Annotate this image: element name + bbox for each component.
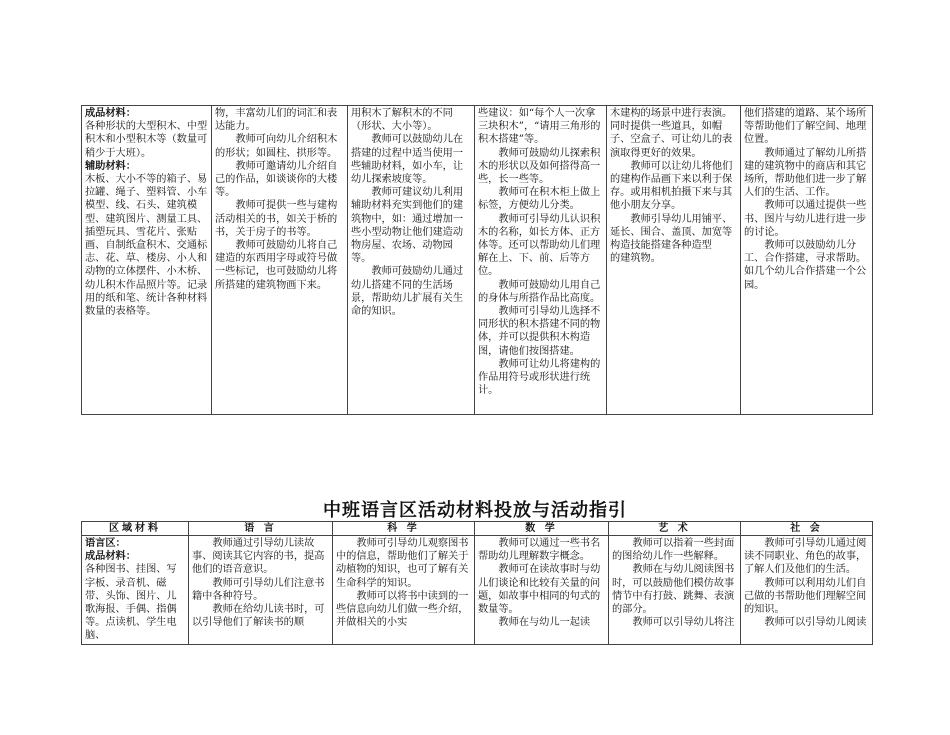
cell-text: 教师可以将书中读到的一些信息向幼儿们做一些介绍，并做相关的小实 xyxy=(336,590,469,629)
art-cell xyxy=(607,106,741,415)
science-cell xyxy=(333,536,475,645)
column-header: 艺 术 xyxy=(609,522,741,536)
cell-text: 教师通过引导幼儿读故事、阅读其它内容的书，提高他们的语音意识。 xyxy=(192,538,325,576)
materials-cell xyxy=(82,106,212,415)
cell-text: 教师可引导幼儿通过阅读不同职业、角色的故事，了解人们及他们的生活。 xyxy=(744,538,867,576)
science-cell xyxy=(348,106,475,415)
section-heading: 辅助材料： xyxy=(85,159,136,172)
cell-text: 教师可以指着一些封面的图给幼儿作一些解释。 xyxy=(612,538,735,563)
cell-text: 教师可鼓励幼儿探索积木的形状以及如何搭得高一些，长一些等。 xyxy=(478,147,601,186)
cell-text: 木板、大小不等的箱子、易拉罐、绳子、塑料管、小车模型、线、石头、建筑模型、建筑图片、测量工具、插塑玩具、雪花片、张贴画、自制纸盒积木、交通标志、花、草、楼房、小人和动物的立体摆件、小木桥、幼儿积木作品照片等。记录用的纸和笔、统计各种材料数量的表格等。 xyxy=(85,174,208,318)
cell-text: 些建议：如“每个人一次拿三块积木”，“请用三角形的积木搭建”等。 xyxy=(478,108,601,146)
cell-text: 教师引导幼儿用铺平、延长、围合、盖顶、加宽等构造技能搭建各种造型 xyxy=(610,213,733,252)
cell-text: 教师可引导幼儿选择不同形状的积木搭建不同的物体，并可以提供积木构造图，请他们按图搭建。 xyxy=(478,306,601,357)
cell-text: 教师可邀请幼儿介绍自己的作品，如谈谈你的大楼等。 xyxy=(215,160,338,199)
social-cell xyxy=(741,536,873,645)
cell-text: 教师可以引导幼儿将注 xyxy=(632,617,735,629)
cell-text: 教师可鼓励幼儿将自己建造的东西用字母或符号做一些标记，也可鼓励幼儿将所搭建的建筑物画下来。 xyxy=(215,240,338,291)
language-area-table xyxy=(81,521,873,645)
cell-text: 各种形状的大型积木、中型积木和小型积木等（数量可稍少于大班）。 xyxy=(85,121,208,159)
cell-text: 他们搭建的道路、某个场所等帮助他们了解空间、地理位置。 xyxy=(744,108,867,146)
cell-text: 教师可以利用幼儿们自己做的书帮助他们理解空间的知识。 xyxy=(744,577,867,616)
cell-text: 教师可鼓励幼儿通过幼儿搭建不同的生活场景，帮助幼儿扩展有关生命的知识。 xyxy=(351,266,464,318)
cell-text: 教师可向幼儿介绍积木的形状；如圆柱、拱形等。 xyxy=(215,134,338,159)
cell-text: 教师可在积木柜上做上标签，方便幼儿分类。 xyxy=(478,187,601,212)
cell-text: 各种图书、挂图、写字板、录音机、磁带、头饰、图片、儿歌海报、手偶、指偶等。点读机、学生电脑、 xyxy=(85,564,177,642)
language-cell xyxy=(212,106,348,415)
section-heading: 成品材料： xyxy=(85,107,136,119)
cell-text: 教师可让幼儿将建构的作品用符号或形状进行统计。 xyxy=(478,358,601,397)
cell-text: 教师可以让幼儿将他们的建构作品画下来以利于保存。或用相机拍摄下来与其他小朋友分享。 xyxy=(610,160,733,212)
cell-text: 物，丰富幼儿们的词汇和表达能力。 xyxy=(215,108,338,133)
cell-text: 教师在与幼儿一起读 xyxy=(498,617,591,629)
cell-text: 教师在给幼儿读书时，可以引导他们了解读书的顺 xyxy=(192,604,325,629)
construction-area-table xyxy=(81,105,873,415)
math-cell xyxy=(475,536,609,645)
cell-text: 教师可引导幼儿们注意书籍中各种符号。 xyxy=(192,577,325,602)
cell-text: 教师可以鼓励幼儿在搭建的过程中适当使用一些辅助材料，如小车，让幼儿探索坡度等。 xyxy=(351,134,464,186)
materials-cell xyxy=(82,536,189,645)
column-header: 科 学 xyxy=(333,522,475,536)
page-title: 中班语言区活动材料投放与活动指引 xyxy=(323,500,627,521)
cell-text: 教师可在读故事时与幼儿们谈论和比较有关量的问题，如故事中相同的句式的数量等。 xyxy=(478,564,601,616)
cell-text: 木建构的场景中进行表演。同时提供一些道具，如帽子、空盒子、可让幼儿的表演取得更好的效果。 xyxy=(610,108,733,159)
cell-text: 教师可以引导幼儿阅读 xyxy=(764,617,867,629)
cell-text: 教师通过了解幼儿所搭建的建筑物中的商店和其它场所，帮助他们进一步了解人们的生活、工作。 xyxy=(744,147,867,199)
section-heading: 成品材料： xyxy=(85,550,136,563)
column-header: 区域材料 xyxy=(82,522,189,536)
cell-text: 教师可以通过一些书名帮助幼儿理解数字概念。 xyxy=(478,538,601,563)
cell-text: 教师可引导幼儿观察图书中的信息，帮助他们了解关于动植物的知识，也可了解有关生命科学的知识。 xyxy=(336,538,469,589)
cell-text: 教师在与幼儿阅读图书时，可以鼓励他们模仿故事情节中有打鼓、跳舞、表演的部分。 xyxy=(612,564,735,616)
header-row xyxy=(82,522,873,536)
social-cell xyxy=(741,106,873,415)
section-heading: 语言区： xyxy=(85,537,126,549)
cell-text: 用积木了解积木的不同（形状、大小等）。 xyxy=(351,108,453,133)
cell-text: 教师可提供一些与建构活动相关的书，如关于桥的书，关于房子的书等。 xyxy=(215,200,338,238)
language-cell xyxy=(189,536,333,645)
cell-text: 的建筑物。 xyxy=(610,253,661,265)
math-cell xyxy=(475,106,607,415)
column-header: 社 会 xyxy=(741,522,873,536)
cell-text: 教师可引导幼儿认识积木的名称，如长方体、正方体等。还可以帮助幼儿们理解在上、下、前、后等方位。 xyxy=(478,213,601,278)
cell-text: 教师可建议幼儿利用辅助材料充实到他们的建筑物中，如：通过增加一些小型动物让他们建造动物房屋、农场、动物园等。 xyxy=(351,187,464,265)
art-cell xyxy=(609,536,741,645)
column-header: 数 学 xyxy=(475,522,609,536)
table-row xyxy=(82,536,873,645)
cell-text: 教师可鼓励幼儿用自己的身体与所搭作品比高度。 xyxy=(478,279,601,304)
cell-text: 教师可以通过提供一些书、图片与幼儿进行进一步的讨论。 xyxy=(744,200,867,238)
column-header: 语 言 xyxy=(189,522,333,536)
table-row xyxy=(82,106,873,415)
cell-text: 教师可以鼓励幼儿分工、合作搭建，寻求帮助。如几个幼儿合作搭建一个公园。 xyxy=(744,240,867,291)
